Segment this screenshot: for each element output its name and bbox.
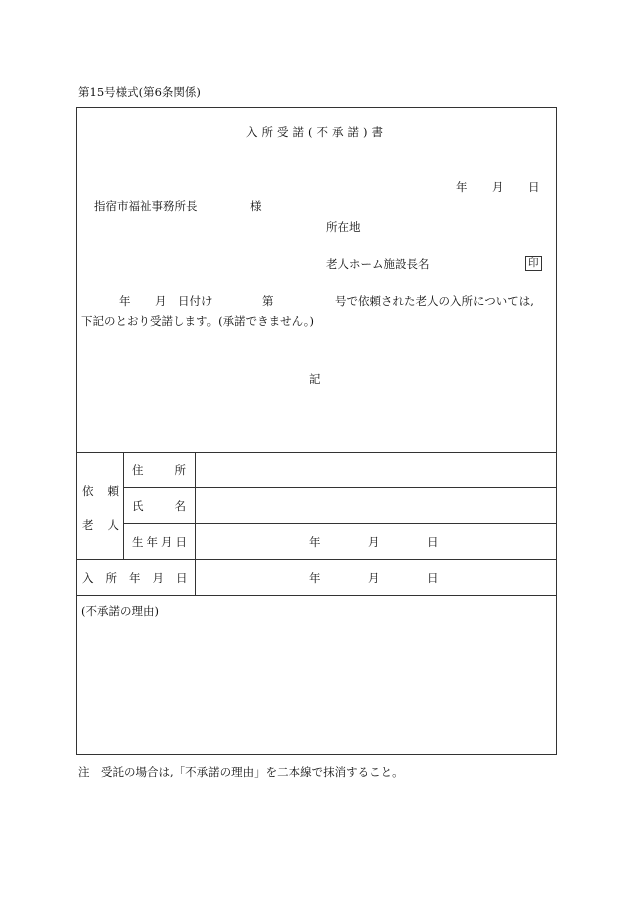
date-year-label: 年 xyxy=(456,180,468,194)
col-rule-group xyxy=(123,452,124,559)
document-title: 入所受諾(不承諾)書 xyxy=(246,125,387,139)
date-month-label: 月 xyxy=(492,180,504,194)
sender-name-label: 老人ホーム施設長名 xyxy=(326,257,430,271)
addressee-name: 指宿市福祉事務所長 xyxy=(94,199,198,213)
refusal-reason-label: (不承諾の理由) xyxy=(81,604,159,618)
sender-location-label: 所在地 xyxy=(326,220,361,234)
ki-heading: 記 xyxy=(309,372,321,386)
address-label: 住所 xyxy=(132,463,217,477)
birthdate-day: 日 xyxy=(427,535,439,549)
form-frame xyxy=(76,107,557,755)
admission-month: 月 xyxy=(368,571,380,585)
body-month: 月 xyxy=(155,294,167,308)
body-number-prefix: 第 xyxy=(262,294,274,308)
table-top-rule xyxy=(77,452,556,453)
addressee-honorific: 様 xyxy=(250,199,262,213)
date-day-label: 日 xyxy=(528,180,540,194)
row-rule-name xyxy=(123,523,556,524)
row-rule-birthdate xyxy=(77,559,556,560)
body-line1-text: 号で依頼された老人の入所については, xyxy=(335,294,534,308)
form-number-label: 第15号様式(第6条関係) xyxy=(78,85,201,99)
name-label: 氏名 xyxy=(132,499,217,513)
birthdate-month: 月 xyxy=(368,535,380,549)
admission-year: 年 xyxy=(309,571,321,585)
admission-date-label: 入所年月日 xyxy=(82,571,200,585)
birthdate-year: 年 xyxy=(309,535,321,549)
body-day-suffix: 日付け xyxy=(178,294,213,308)
body-year: 年 xyxy=(119,294,131,308)
group-label-bottom: 老人 xyxy=(82,518,133,532)
group-label-top: 依頼 xyxy=(82,484,133,498)
body-line2-text: 下記のとおり受諾します。(承諾できません。) xyxy=(81,314,314,328)
admission-day: 日 xyxy=(427,571,439,585)
footnote: 注 受託の場合は,「不承諾の理由」を二本線で抹消すること。 xyxy=(78,765,404,779)
birthdate-label: 生年月日 xyxy=(132,535,190,549)
row-rule-address xyxy=(123,487,556,488)
seal-mark: 印 xyxy=(525,256,542,271)
row-rule-admission xyxy=(77,595,556,596)
